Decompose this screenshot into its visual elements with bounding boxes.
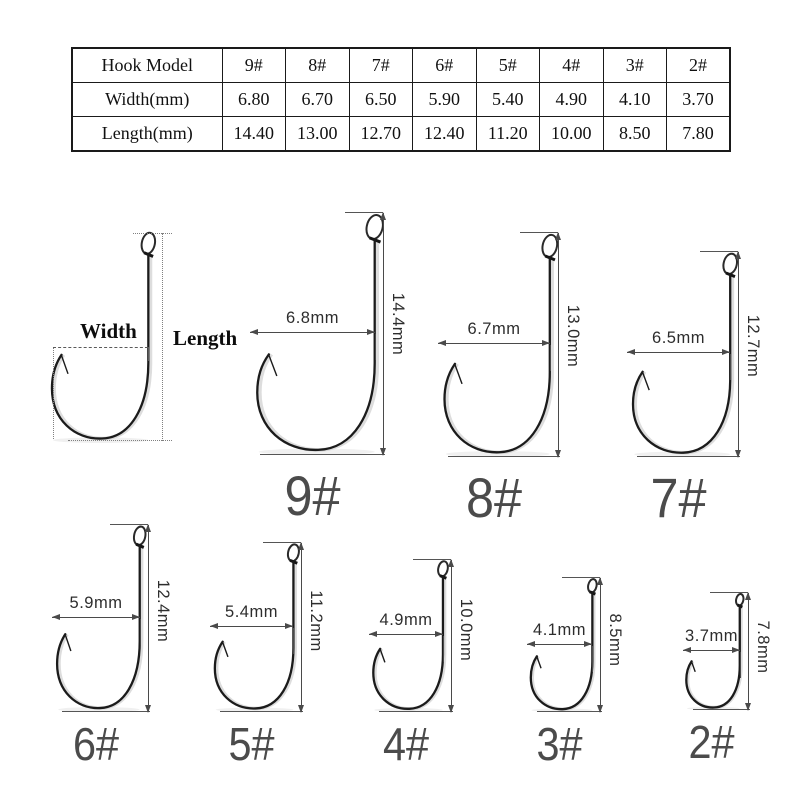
hook-size-label: 6# xyxy=(72,718,120,770)
top-extension-line xyxy=(413,559,451,560)
width-callout-label: Width xyxy=(80,319,137,343)
top-extension-line xyxy=(110,524,148,525)
hook-figure xyxy=(683,593,773,768)
length-dimension-label: 12.4mm xyxy=(154,579,172,643)
table-corner-label: Hook Model xyxy=(72,48,222,83)
length-dimension-line xyxy=(558,233,582,457)
table-row-header: Width(mm) xyxy=(72,83,222,117)
table-row-header: Length(mm) xyxy=(72,117,222,152)
hook-figure xyxy=(438,233,583,529)
width-dimension-line xyxy=(210,602,293,627)
length-cell: 12.40 xyxy=(413,117,477,152)
hook-spec-table xyxy=(71,47,731,152)
width-dimension-line xyxy=(627,329,730,353)
model-cell: 6# xyxy=(413,48,477,83)
width-cell: 4.90 xyxy=(540,83,604,117)
top-extension-line xyxy=(562,577,600,578)
length-dimension-label: 13.0mm xyxy=(564,304,582,368)
shank-tick-line xyxy=(293,628,294,654)
top-extension-dotted-line xyxy=(133,233,172,234)
length-cell: 13.00 xyxy=(286,117,350,152)
model-cell: 4# xyxy=(540,48,604,83)
model-cell: 9# xyxy=(222,48,286,83)
hook-figure xyxy=(527,578,625,770)
hook-size-label: 4# xyxy=(382,718,430,770)
width-dimension-line xyxy=(527,620,592,645)
model-cell: 7# xyxy=(349,48,413,83)
top-extension-line xyxy=(710,592,748,593)
bottom-extension-line xyxy=(537,711,602,712)
hook-figure xyxy=(627,252,763,529)
hook-size-label: 2# xyxy=(688,716,735,768)
table-row-models xyxy=(72,48,730,83)
hook-size-label: 8# xyxy=(465,466,523,529)
hook-figure xyxy=(52,525,173,770)
length-cell: 7.80 xyxy=(667,117,731,152)
length-dimension-line xyxy=(383,213,407,455)
hook-size-label: 9# xyxy=(284,464,341,527)
width-dimension-label: 5.9mm xyxy=(69,593,123,612)
length-dimension-label: 7.8mm xyxy=(754,620,772,674)
table-row-width xyxy=(72,83,730,117)
width-dimension-label: 4.9mm xyxy=(379,611,433,630)
length-dimension-line xyxy=(301,543,325,712)
length-dimension-label: 14.4mm xyxy=(389,293,407,356)
length-dotted-line xyxy=(162,233,163,441)
model-cell: 5# xyxy=(476,48,540,83)
length-cell: 11.20 xyxy=(476,117,540,152)
width-cell: 6.80 xyxy=(222,83,286,117)
bottom-extension-line xyxy=(693,709,750,710)
width-dimension-label: 6.8mm xyxy=(286,308,339,327)
length-dimension-label: 8.5mm xyxy=(606,613,624,667)
length-callout-label: Length xyxy=(173,326,238,350)
bottom-extension-line xyxy=(260,454,385,455)
width-cell: 5.90 xyxy=(413,83,477,117)
length-dimension-line xyxy=(451,560,475,712)
length-dimension-line xyxy=(748,593,772,710)
width-cell: 4.10 xyxy=(603,83,667,117)
width-dimension-line xyxy=(438,319,550,344)
width-cell: 6.50 xyxy=(349,83,413,117)
bottom-extension-line xyxy=(637,456,740,457)
length-dimension-line xyxy=(600,578,624,712)
shank-tick-line xyxy=(375,334,376,360)
width-cell: 5.40 xyxy=(476,83,540,117)
bottom-extension-line xyxy=(62,711,150,712)
shank-tick-line xyxy=(550,345,551,371)
model-cell: 3# xyxy=(603,48,667,83)
width-dimension-label: 4.1mm xyxy=(533,620,586,639)
shank-tick-line xyxy=(148,347,149,361)
length-dimension-label: 11.2mm xyxy=(307,590,325,652)
bottom-extension-line xyxy=(379,711,453,712)
bottom-extension-line xyxy=(448,456,560,457)
width-dimension-line xyxy=(250,308,375,333)
length-cell: 12.70 xyxy=(349,117,413,152)
length-cell: 10.00 xyxy=(540,117,604,152)
model-cell: 2# xyxy=(667,48,731,83)
length-dimension-label: 12.7mm xyxy=(744,314,762,378)
width-dimension-label: 6.7mm xyxy=(467,319,521,338)
shank-tick-line xyxy=(740,652,741,678)
top-extension-line xyxy=(345,212,383,213)
width-dimension-line xyxy=(369,611,443,635)
top-extension-line xyxy=(700,251,738,252)
width-dimension-label: 3.7mm xyxy=(685,627,738,646)
shank-tick-line xyxy=(443,636,444,662)
width-dimension-label: 6.5mm xyxy=(652,329,705,348)
hook-size-label: 7# xyxy=(650,466,707,529)
hook-figure xyxy=(369,560,476,770)
width-cell: 3.70 xyxy=(667,83,731,117)
length-dimension-label: 10.0mm xyxy=(457,598,475,662)
model-cell: 8# xyxy=(286,48,350,83)
width-cell: 6.70 xyxy=(286,83,350,117)
reference-hook-diagram xyxy=(46,229,246,451)
hook-size-label: 3# xyxy=(536,718,583,770)
length-cell: 14.40 xyxy=(222,117,286,152)
shank-tick-line xyxy=(592,646,593,672)
length-dimension-line xyxy=(148,525,172,712)
top-extension-line xyxy=(263,542,301,543)
width-dimension-label: 5.4mm xyxy=(225,602,278,621)
length-dimension-line xyxy=(738,252,762,457)
hook-figure xyxy=(250,213,408,527)
width-dashed-line xyxy=(53,347,148,348)
shank-tick-line xyxy=(730,354,731,380)
bottom-extension-dotted-line xyxy=(68,440,172,441)
table-row-length xyxy=(72,117,730,152)
length-cell: 8.50 xyxy=(603,117,667,152)
shank-tick-line xyxy=(140,619,141,645)
width-dimension-line xyxy=(683,627,740,651)
hook-figure xyxy=(210,543,326,770)
hook-size-label: 5# xyxy=(228,718,275,770)
width-dimension-line xyxy=(52,593,140,618)
left-extension-dotted-line xyxy=(53,347,54,439)
top-extension-line xyxy=(520,232,558,233)
bottom-extension-line xyxy=(220,711,303,712)
